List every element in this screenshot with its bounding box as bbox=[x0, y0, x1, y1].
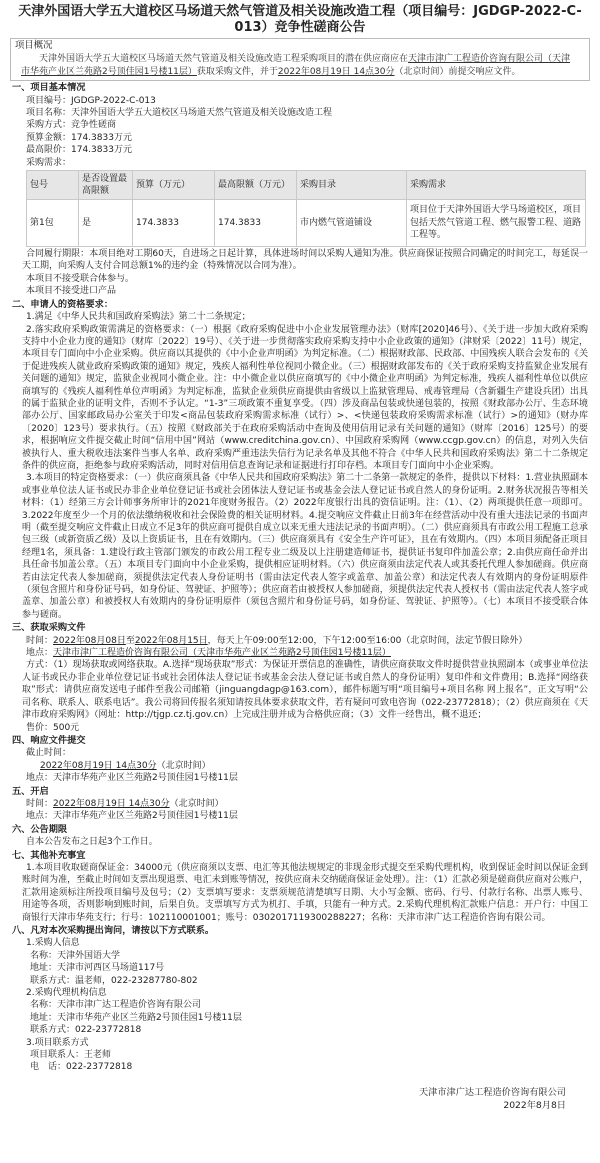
project-contact-title: 3.项目联系方式 bbox=[26, 1037, 89, 1048]
other-p1: 1.本项目收取磋商保证金：34000元（供应商须以支票、电汇等其他法规规定的非现金形式提交至采购代理机构，收到保证金时间以保证金到账时间为准，至截止时间如支票出现退票、电汇未到账等情况，按供应商未交纳磋商保证金处理）。注：（1）汇款必须是磋商供应商对公账户，汇款用途须标注所投项目编号及包号；（2）支票填写要求：支票须规范清楚填写日期、大小写金额、密码、行号、付款行名称、出票人账号、用途等各项，否则影响到账时间，后果自负。支票填写方式为机打、手填，只能有一种方式。2.采购代理机构汇款账户信息：开户行：中国工商银行天津市华苑支行；行号：102110001001；账号：0302017119300288227；名称：天津市津广达工程造价咨询有限公司。 bbox=[22, 862, 588, 923]
announcement-body bbox=[0, 82, 600, 1112]
project-name: 项目名称：天津外国语大学五大道校区马场道天然气管道及相关设施改造工程 bbox=[26, 108, 333, 119]
submit-heading: 四、响应文件提交 bbox=[12, 734, 86, 746]
opening-heading: 五、开启 bbox=[12, 785, 49, 797]
header-max-limit: 是否设置最高限额 bbox=[79, 171, 133, 200]
header-catalog: 采购目录 bbox=[297, 171, 407, 200]
period-text: 自本公告发布之日起3个工作日。 bbox=[26, 837, 158, 848]
table-row bbox=[27, 200, 586, 247]
no-consortium: 本项目不接受联合体参与。 bbox=[26, 273, 135, 284]
opening-time: 时间：2022年08月19日 14点30分（北京时间） bbox=[26, 798, 224, 809]
contact-heading: 八、凡对本次采购提出询问，请按以下方式联系。 bbox=[12, 925, 215, 936]
procurement-method: 采购方式：竞争性磋商 bbox=[26, 120, 117, 131]
max-price: 最高限价：174.3833万元 bbox=[26, 145, 132, 156]
obtain-heading: 三、获取采购文件 bbox=[12, 622, 86, 634]
obtain-place: 地点：天津市津广工程造价咨询有限公司（天津市华苑产业区兰苑路2号顶佳园1号楼11层） bbox=[26, 648, 391, 659]
header-lot: 包号 bbox=[27, 171, 79, 200]
submit-deadline: 截止时间： 2022年08月19日 14点30分（北京时间） bbox=[26, 748, 211, 771]
cell-lot: 第1包 bbox=[27, 200, 79, 247]
cell-budget: 174.3833 bbox=[133, 200, 215, 247]
no-import: 本项目不接受进口产品 bbox=[26, 286, 117, 297]
budget-amount: 预算金额：174.3833万元 bbox=[26, 132, 132, 143]
signature-block bbox=[12, 1086, 588, 1112]
period-heading: 六、公告期限 bbox=[12, 823, 68, 835]
requirement-label: 采购需求： bbox=[26, 157, 72, 168]
purchaser-address: 地址：天津市河西区马场道117号 bbox=[30, 963, 165, 974]
purchaser-name: 名称：天津外国语大学 bbox=[30, 950, 121, 961]
cell-max-limit: 是 bbox=[79, 200, 133, 247]
project-contact-person: 项目联系人：王老师 bbox=[30, 1050, 112, 1061]
basic-heading: 一、项目基本情况 bbox=[12, 82, 86, 94]
signature-date: 2022年8月8日 bbox=[503, 1099, 566, 1111]
header-budget: 预算（万元） bbox=[133, 171, 215, 200]
overview-text: 天津外国语大学五大道校区马场道天然气管道及相关设施改造工程采购项目的潜在供应商应在天津市津广工程造价咨询有限公司（天津市华苑产业区兰苑路2号顶佳园1号楼11层）获取采购文件，并于2022年08月19日 14点30分（北京时间）前提交响应文件。 bbox=[21, 54, 571, 77]
qualification-p3: 3.本项目的特定资格要求：（一）供应商须具备《中华人民共和国政府采购法》第二十二条第一款规定的条件，提供以下材料：1.营业执照副本或事业单位法人证书或民办非企业单位登记证书或社会团体法人登记证书或基金会法人登记证书或自然人的身份证明。2.财务状况报告等相关材料：（1）经第三方会计师事务所审计的2021年度财务报告。（2）2022年度银行出具的资信证明。注：（1）、（2）两项提供任意一项即可。3.2022年度至少一个月的依法缴纳税收和社会保险费的相关证明材料。4.提交响应文件截止日前3年在经营活动中没有重大违法记录的书面声明（截至提交响应文件截止日成立不足3年的供应商可提供自成立以来无重大违法记录的书面声明）。（二）供应商须具有市政公用工程施工总承包三级（或新资质乙级）及以上资质证书，且在有效期内。（三）供应商须具有《安全生产许可证》，且在有效期内。（四）本项目须配备正项目经理1名，须具备：1.建设行政主管部门颁发的市政公用工程专业二级及以上注册建造师证书，提供证书复印件加盖公章；2.由供应商任命并出具任命书加盖公章。（五）本项目专门面向中小企业采购，提供相应证明材料。（六）供应商须由法定代表人或其委托代理人参加磋商。供应商若由法定代表人参加磋商，须提供法定代表人身份证明书（需由法定代表人签字或盖章、加盖公章）和法定代表人有效期内的身份证明原件（须包含照片和身份证号码，如身份证、驾驶证、护照等）；供应商若由被授权人参加磋商，须提供法定代表人授权书（需由法定代表人签字或盖章、加盖公章）和被授权人有效期内的身份证明原件（须包含照片和身份证号码，如身份证、驾驶证、护照等）。（七）本项目不接受联合体参与磋商。 bbox=[22, 473, 588, 620]
submit-place: 地点：天津市华苑产业区兰苑路2号顶佳园1号楼11层 bbox=[26, 773, 238, 784]
obtain-time: 时间：2022年08月08日至2022年08月15日，每天上午09:00至12:00，下午12:00至16:00（北京时间，法定节假日除外） bbox=[26, 635, 528, 646]
cell-catalog: 市内燃气管道铺设 bbox=[297, 200, 407, 247]
purchaser-contact: 联系方式：温老师，022-23287780-802 bbox=[30, 975, 198, 986]
project-contact-phone: 电 话：022-23772818 bbox=[30, 1062, 133, 1073]
cell-max-amount: 174.3833 bbox=[215, 200, 297, 247]
agency-contact: 联系方式：022-23772818 bbox=[30, 1025, 142, 1036]
project-code: 项目编号：JGDGP-2022-C-013 bbox=[26, 95, 156, 106]
header-max-amount: 最高限额（万元） bbox=[215, 171, 297, 200]
overview-box bbox=[10, 38, 590, 81]
qualification-p1: 1.满足《中华人民共和国政府采购法》第二十二条规定； bbox=[26, 312, 251, 323]
other-heading: 七、其他补充事宜 bbox=[12, 849, 86, 861]
signature-org: 天津市津广达工程造价咨询有限公司 bbox=[419, 1086, 566, 1098]
obtain-method: 方式：（1）现场获取或网络获取。A.选择“现场获取”形式：为保证开票信息的准确性，请供应商获取文件时提供营业执照副本（或事业单位法人证书或民办非企业单位登记证书或社会团体法人登记证书或基金会法人登记证书或自然人的身份证明）复印件和文件费用；B.选择“网络获取”形式：请供应商发送电子邮件至我公司邮箱（jinguangdagp@163.com），邮件标题写明“项目编号+项目名称 网上报名”，正文写明“公司名称、联系人、联系电话”。我公司将回传报名须知请按具体要求获取文件，若有疑问可致电咨询（022-23772818）；（2）供应商须在《天津市政府采购网》（网址：http://tjgp.cz.tj.gov.cn）上完成注册并成为合格供应商；（3）文件一经售出，概不退还； bbox=[22, 660, 588, 721]
agency-address: 地址：天津市华苑产业区兰苑路2号顶佳园1号楼11层 bbox=[30, 1012, 242, 1023]
header-requirement: 采购需求 bbox=[407, 171, 586, 200]
qualification-p2: 2.落实政府采购政策需满足的资格要求：（一）根据《政府采购促进中小企业发展管理办法》（财库[2020]46号）、《关于进一步加大政府采购支持中小企业力度的通知》（财库〔2022〕19号）、《关于进一步贯彻落实政府采购支持中小企业政策的通知》（津财采〔2022〕11号）规定，本项目专门面向中小企业采购。供应商以其提供的《中小企业声明函》为判定标准。（二）根据财政部、民政部、中国残疾人联合会发布的《关于促进残疾人就业政府采购政策的通知》规定，残疾人福利性单位视同小微企业。（三）根据财政部发布的《关于政府采购支持监狱企业发展有关问题的通知》规定，监狱企业视同小微企业。注：中小微企业以供应商填写的《中小微企业声明函》为判定标准，残疾人福利性单位以供应商填写的《残疾人福利性单位声明函》为判定标准，监狱企业须供应商提供由省级以上监狱管理局、戒毒管理局（含新疆生产建设兵团）出具的属于监狱企业的证明文件，否则不予认定。“1-3”三项政策不重复享受。（四）涉及商品包装或快递包装的，按照《财政部办公厅、生态环境部办公厅、国家邮政局办公室关于印发<商品包装政府采购需求标准（试行）>、<快递包装政府采购需求标准（试行）>的通知》（财办库〔2020〕123号）要求执行。（五）按照《财政部关于在政府采购活动中查询及使用信用记录有关问题的通知》（财库〔2016〕125号）的要求，根据响应文件提交截止时间“信用中国”网站（www.creditchina.gov.cn）、中国政府采购网（www.ccgp.gov.cn）的信息，对列入失信被执行人、重大税收违法案件当事人名单、政府采购严重违法失信行为记录名单及其他不符合《中华人民共和国政府采购法》第二十二条规定条件的供应商，拒绝参与政府采购活动，同时对信用信息查询记录和证据进行打印存档。本项目专门面向中小企业采购。 bbox=[22, 324, 588, 471]
agency-info-title: 2.采购代理机构信息 bbox=[26, 988, 107, 999]
cell-requirement: 项目位于天津外国语大学马场道校区，项目包括天然气管道工程、燃气报警工程、道路工程等。 bbox=[407, 200, 586, 247]
contract-term: 合同履行期限：本项目绝对工期60天，自进场之日起计算，具体进场时间以采购人通知为准。供应商保证按照合同确定的时间完工，每延误一天工期，向采购人支付合同总额1%的违约金（特殊情况以合同为准）。 bbox=[22, 249, 588, 272]
overview-label: 项目概况 bbox=[15, 40, 53, 51]
table-header-row bbox=[27, 171, 586, 200]
opening-place: 地点：天津市华苑产业区兰苑路2号顶佳园1号楼11层 bbox=[26, 811, 238, 822]
purchaser-info-title: 1.采购人信息 bbox=[26, 938, 80, 949]
qualification-heading: 二、申请人的资格要求： bbox=[12, 298, 114, 310]
requirement-table bbox=[26, 170, 586, 247]
agency-name: 名称：天津市津广达工程造价咨询有限公司 bbox=[30, 1000, 202, 1011]
page-title: 天津外国语大学五大道校区马场道天然气管道及相关设施改造工程（项目编号：JGDGP-2022-C-013）竞争性磋商公告 bbox=[18, 4, 582, 35]
obtain-price: 售价：500元 bbox=[26, 722, 80, 733]
